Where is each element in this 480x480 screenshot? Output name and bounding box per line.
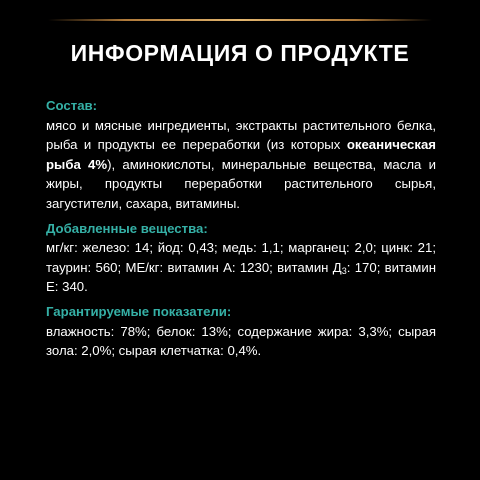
composition-highlight: океаническая рыба 4%: [46, 137, 436, 172]
additives-text: [46, 238, 436, 297]
additives-section: [46, 219, 436, 297]
guaranteed-heading: Гарантируемые показатели:: [46, 303, 232, 319]
composition-heading: Состав:: [46, 98, 98, 113]
guaranteed-text: влажность: 78%; белок: 13%; содержание жира: 3,3%; сырая зола: 2,0%; сырая клетчатка: 0,4%.: [46, 323, 436, 359]
composition-text: [46, 116, 436, 214]
additives-text-start: мг/кг: железо: 14; йод: 0,43; медь: 1,1; марганец: 2,0; цинк: 21; таурин: 560; МЕ/кг: витамин А: 1230; витамин Д: [46, 240, 436, 275]
composition-text-end: ), аминокислоты, минеральные вещества, масла и жиры, продукты переработки растительного сырья, загустители, сахара, витамины.: [46, 156, 436, 211]
product-info-content: [46, 96, 436, 366]
composition-section: [46, 96, 436, 214]
guaranteed-section: [46, 302, 436, 361]
additives-text-end: : 170; витамин Е: 340.: [46, 259, 436, 295]
gold-divider-line: [48, 19, 432, 21]
page-title: ИНФОРМАЦИЯ О ПРОДУКТЕ: [70, 40, 410, 66]
vitamin-d-subscript: 3: [341, 265, 347, 276]
composition-text-start: мясо и мясные ингредиенты, экстракты растительного белка, рыба и продукты ее переработки (из которых: [46, 117, 436, 153]
additives-heading: Добавленные вещества:: [46, 220, 208, 236]
